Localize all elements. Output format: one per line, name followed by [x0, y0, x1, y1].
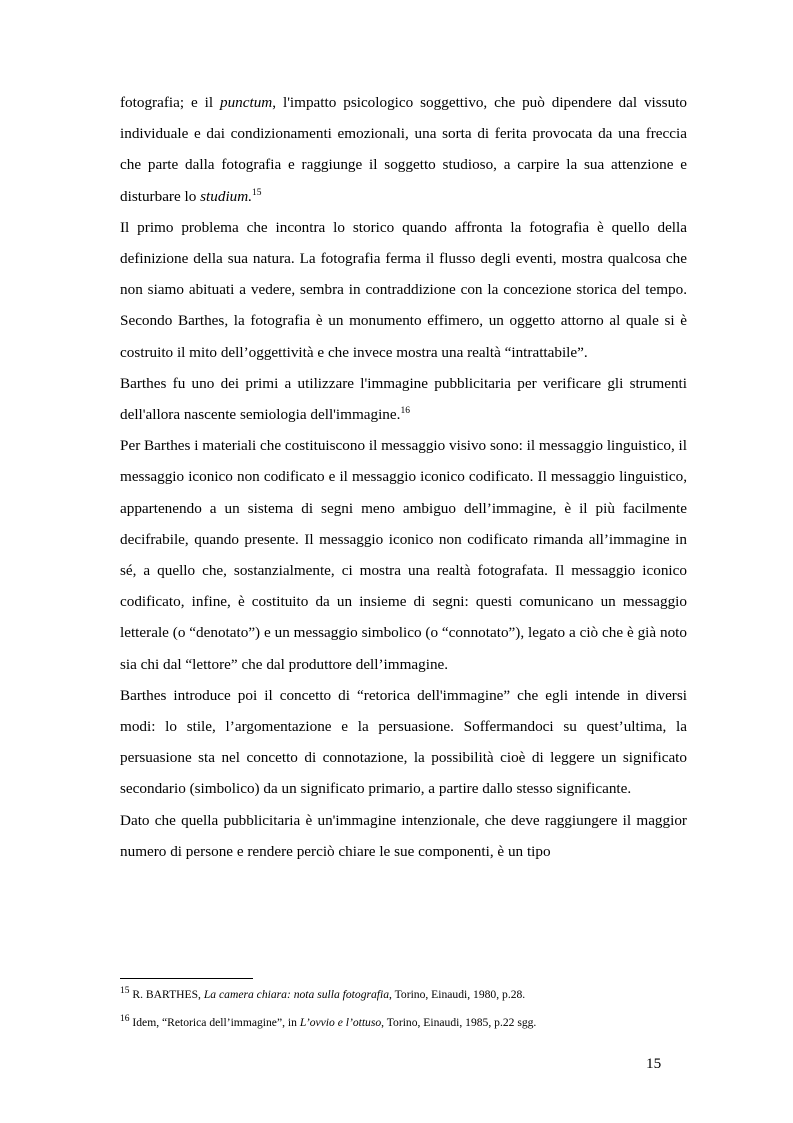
paragraph: [120, 368, 687, 430]
text-run: Il primo problema che incontra lo storico quando affronta la fotografia è quello della definizione della sua natura. La fotografia ferma il flusso degli eventi, mostra qualcosa che non siamo abituati a vedere, sembra in contraddizione con la concezione storica del tempo. Secondo Barthes, la fotografia è un monumento effimero, un oggetto attorno al quale si è costruito il mito dell’oggettività e che invece mostra una realtà “intrattabile”.: [120, 218, 687, 361]
text-run: Barthes fu uno dei primi a utilizzare l'immagine pubblicitaria per verificare gli strumenti dell'allora nascente semiologia dell'immagine.: [120, 374, 687, 424]
italic-text: studium.: [200, 187, 253, 205]
body-text: [120, 87, 687, 867]
footnote-reference: 15: [120, 986, 130, 997]
italic-text: L’ovvio e l’ottuso: [299, 1016, 382, 1029]
paragraph: [120, 430, 687, 680]
paragraph: [120, 805, 687, 867]
text-run: , Torino, Einaudi, 1980, p.28.: [389, 988, 526, 1001]
paragraph: [120, 680, 687, 805]
text-run: Dato che quella pubblicitaria è un'immagine intenzionale, che deve raggiungere il maggior numero di persone e rendere perciò chiare le sue componenti, è un tipo: [120, 811, 687, 860]
text-run: , Torino, Einaudi, 1985, p.22 sgg.: [381, 1016, 537, 1029]
paragraph: [120, 87, 687, 212]
italic-text: La camera chiara: nota sulla fotografia: [203, 988, 390, 1001]
text-run: , l'impatto psicologico soggettivo, che può dipendere dal vissuto individuale e dai condizionamenti emozionali, una sorta di ferita provocata da una freccia che parte dalla fotografia e raggiunge il soggetto studioso, a carpire la sua attenzione e disturbare lo: [120, 94, 688, 205]
text-run: Per Barthes i materiali che costituiscono il messaggio visivo sono: il messaggio linguistico, il messaggio iconico non codificato e il messaggio iconico codificato. Il messaggio linguistico, appartenendo a un sistema di segni meno ambiguo dell’immagine, è il più facilmente decifrabile, quando presente. Il messaggio iconico non codificato rimanda all’immagine in sé, a quello che, sostanzialmente, ci mostra una realtà fotografata. Il messaggio iconico codificato, infine, è costituito da un insieme di segni: questi comunicano un messaggio letterale (o “denotato”) e un messaggio simbolico (o “connotato”), legato a ciò che è già noto sia chi dal “lettore” che dal produttore dell’immagine.: [120, 437, 687, 673]
text-run: Idem, “Retorica dell’immagine”, in: [129, 1016, 300, 1029]
footnote: [120, 1016, 687, 1030]
footnote-reference: 16: [120, 1014, 130, 1025]
footnote-separator: [120, 978, 253, 979]
footnote-reference: 16: [400, 405, 410, 416]
footnotes: [120, 988, 687, 1044]
footnote: [120, 988, 687, 1002]
text-run: R. BARTHES,: [129, 988, 204, 1001]
page-number: 15: [646, 1055, 662, 1072]
text-run: Barthes introduce poi il concetto di “retorica dell'immagine” che egli intende in diversi modi: lo stile, l’argomentazione e la persuasione. Soffermandoci su quest’ultima, la persuasione sta nel concetto di connotazione, la possibilità cioè di leggere un significato secondario (simbolico) da un significato primario, a partire dallo stesso significante.: [120, 686, 687, 798]
text-run: fotografia; e il: [120, 94, 220, 111]
italic-text: punctum: [219, 94, 273, 111]
footnote-reference: 15: [252, 187, 262, 198]
paragraph: [120, 212, 687, 368]
